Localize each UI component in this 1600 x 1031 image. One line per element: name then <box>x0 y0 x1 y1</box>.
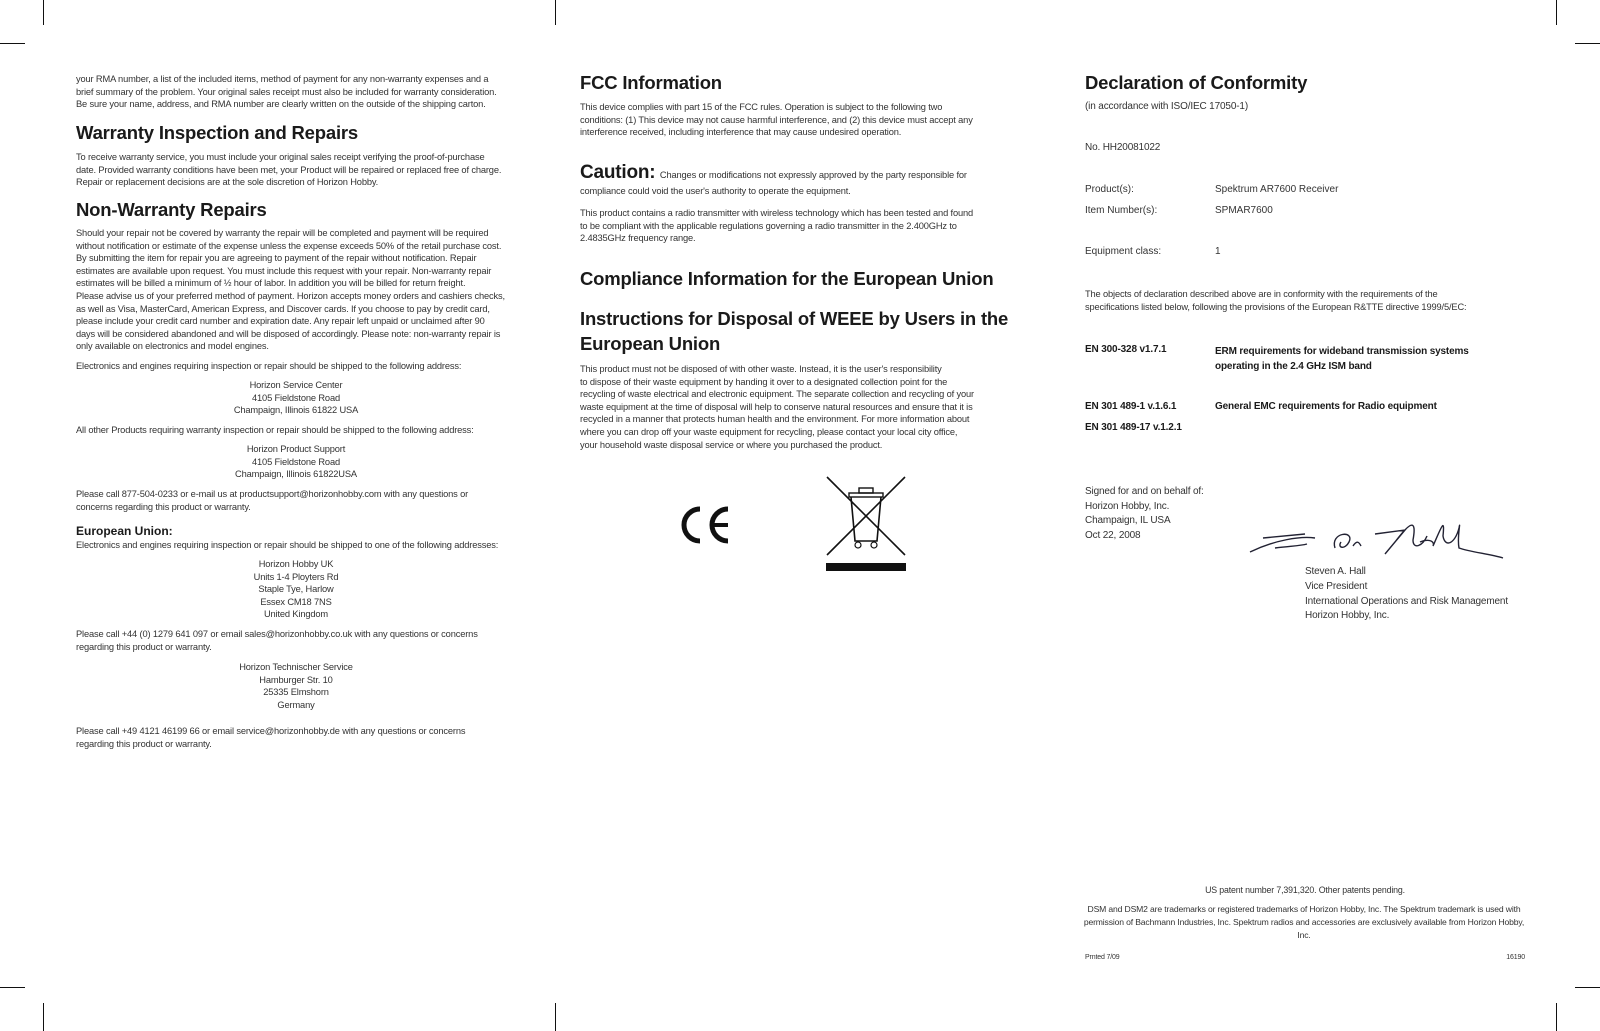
declaration-heading: Declaration of Conformity <box>1085 72 1308 93</box>
standard-2-description: General EMC requirements for Radio equipment <box>1215 401 1437 412</box>
crop-mark-tr-h <box>1575 43 1600 44</box>
crossed-out-bin-icon <box>825 475 907 575</box>
printed-date: Prnted 7/09 <box>1085 954 1120 961</box>
item-number-value: SPMAR7600 <box>1215 205 1273 216</box>
crop-mark-tr-v <box>1556 0 1557 25</box>
crop-mark-tl-h <box>0 43 25 44</box>
product-value: Spektrum AR7600 Receiver <box>1215 184 1339 195</box>
standard-3-code: EN 301 489-17 v.1.2.1 <box>1085 422 1182 433</box>
ship-electronics-text: Electronics and engines requiring inspection or repair should be shipped to the following address: <box>76 361 462 371</box>
product-label: Product(s): <box>1085 184 1134 195</box>
signature-image <box>1245 512 1505 564</box>
caution-text: Changes or modifications not expressly approved by the party responsible for <box>659 170 967 180</box>
item-number-label: Item Number(s): <box>1085 205 1158 216</box>
address-horizon-uk: Horizon Hobby UK Units 1-4 Ployters Rd Staple Tye, Harlow Essex CM18 7NS United Kingdom <box>253 559 339 620</box>
call-uk-text: Please call +44 (0) 1279 641 097 or email sales@horizonhobby.co.uk with any questions or concerns regarding this product or warranty. <box>76 629 478 652</box>
warranty-heading: Warranty Inspection and Repairs <box>76 122 358 143</box>
weee-text: This product must not be disposed of with other waste. Instead, it is the user's responsibility to dispose of their waste equipment by handing it over to a designated collection point for the recycling of waste electrical and electronic equipment. The separate collection and recycling of your waste equipment at the time of disposal will help to conserve natural resources and ensure that it is recycled in a manner that protects human health and the environment. For more information about where you can drop off your waste equipment for recycling, please contact your local city office, your household waste disposal service or where you purchased the product. <box>580 364 974 450</box>
patent-text: US patent number 7,391,320. Other patents pending. <box>1205 885 1405 895</box>
address-product-support: Horizon Product Support 4105 Fieldstone Road Champaign, Illinois 61822USA <box>235 444 357 480</box>
ce-mark-icon <box>678 505 734 545</box>
standard-1-description: ERM requirements for wideband transmission systems operating in the 2.4 GHz ISM band <box>1215 346 1469 372</box>
warranty-text: To receive warranty service, you must include your original sales receipt verifying the proof-of-purchase date. Provided warranty conditions have been met, your Product will be repaired or replaced free of charge. Repair or replacement decisions are at the sole discretion of Horizon Hobby. <box>76 152 502 188</box>
signed-on-behalf-text: Signed for and on behalf of: Horizon Hobby, Inc. Champaign, IL USA Oct 22, 2008 <box>1085 486 1204 541</box>
eu-ship-text: Electronics and engines requiring inspection or repair should be shipped to one of the following addresses: <box>76 540 499 550</box>
fcc-text: This device complies with part 15 of the FCC rules. Operation is subject to the following two conditions: (1) This device may not cause harmful interference, and (2) this device must accept any interference received, including interference that may cause undesired operation. <box>580 102 973 138</box>
crop-mark-tl-v <box>43 0 44 25</box>
ship-other-text: All other Products requiring warranty inspection or repair should be shipped to the following address: <box>76 425 474 435</box>
standard-1-code: EN 300-328 v1.7.1 <box>1085 344 1167 355</box>
european-union-heading: European Union: <box>76 524 173 538</box>
caution-label: Caution: <box>580 162 656 183</box>
crop-mark-bc-v <box>555 1003 556 1031</box>
address-service-center: Horizon Service Center 4105 Fieldstone Road Champaign, Illinois 61822 USA <box>233 380 359 416</box>
equipment-class-value: 1 <box>1215 246 1221 257</box>
standard-2-code: EN 301 489-1 v.1.6.1 <box>1085 401 1177 412</box>
call-de-text: Please call +49 4121 46199 66 or email service@horizonhobby.de with any questions or concerns regarding this product or warranty. <box>76 726 466 749</box>
declaration-number: No. HH20081022 <box>1085 142 1161 153</box>
rma-intro-text: your RMA number, a list of the included items, method of payment for any non-warranty expenses and a brief summary of the problem. Your original sales receipt must also be included for warranty consideration. Be sure your name, address, and RMA number are clearly written on the outside of the shipping carton. <box>76 74 497 110</box>
objects-text: The objects of declaration described above are in conformity with the requirements of the specifications listed below, following the provisions of the European R&TTE directive 1999/5/EC: <box>1085 289 1467 312</box>
caution-text-2: compliance could void the user's authority to operate the equipment. <box>580 186 851 196</box>
radio-text: This product contains a radio transmitter with wireless technology which has been tested and found to be compliant with the applicable regulations governing a radio transmitter in the 2.400GHz to 2.4835GHz frequency range. <box>580 208 974 244</box>
crop-mark-bl-h <box>0 987 25 988</box>
address-horizon-de: Horizon Technischer Service Hamburger Str. 10 25335 Elmshorn Germany <box>239 662 353 710</box>
call-us-text: Please call 877-504-0233 or e-mail us at productsupport@horizonhobby.com with any questions or concerns regarding this product or warranty. <box>76 489 469 512</box>
crop-mark-tc-v <box>555 0 556 25</box>
weee-heading: Instructions for Disposal of WEEE by Users in the European Union <box>580 308 1009 354</box>
crop-mark-br-v <box>1556 1003 1557 1031</box>
fcc-heading: FCC Information <box>580 72 722 93</box>
crop-mark-br-h <box>1575 987 1600 988</box>
declaration-subheading: (in accordance with ISO/IEC 17050-1) <box>1085 101 1249 112</box>
crop-mark-bl-v <box>43 1003 44 1031</box>
caution-line <box>580 162 1030 184</box>
non-warranty-heading: Non-Warranty Repairs <box>76 199 267 220</box>
document-code: 16190 <box>1506 954 1525 961</box>
non-warranty-text: Should your repair not be covered by warranty the repair will be completed and payment will be required without notification or estimate of the expense unless the expense exceeds 50% of the retail purchase cost. By submitting the item for repair you are agreeing to payment of the repair without notification. Repair estimates are available upon request. You must include this request with your repair. Non-warranty repair estimates will be billed a minimum of ½ hour of labor. In addition you will be billed for return freight. Please advise us of your preferred method of payment. Horizon accepts money orders and cashiers checks, as well as Visa, MasterCard, American Express, and Discover cards. If you choose to pay by credit card, please include your credit card number and expiration date. Any repair left unpaid or unclaimed after 90 days will be considered abandoned and will be disposed of accordingly. Please note: non-warranty repair is only available on electronics and model engines. <box>76 228 505 352</box>
signer-details: Steven A. Hall Vice President International Operations and Risk Management Horizon Hobby, Inc. <box>1305 566 1508 622</box>
trademark-text: DSM and DSM2 are trademarks or registered trademarks of Horizon Hobby, Inc. The Spektrum trademark is used with permission of Bachmann Industries, Inc. Spektrum radios and accessories are exclusively available from Horizon Hobby, Inc. <box>1083 904 1525 940</box>
equipment-class-label: Equipment class: <box>1085 246 1162 257</box>
eu-compliance-heading: Compliance Information for the European Union <box>580 268 994 289</box>
